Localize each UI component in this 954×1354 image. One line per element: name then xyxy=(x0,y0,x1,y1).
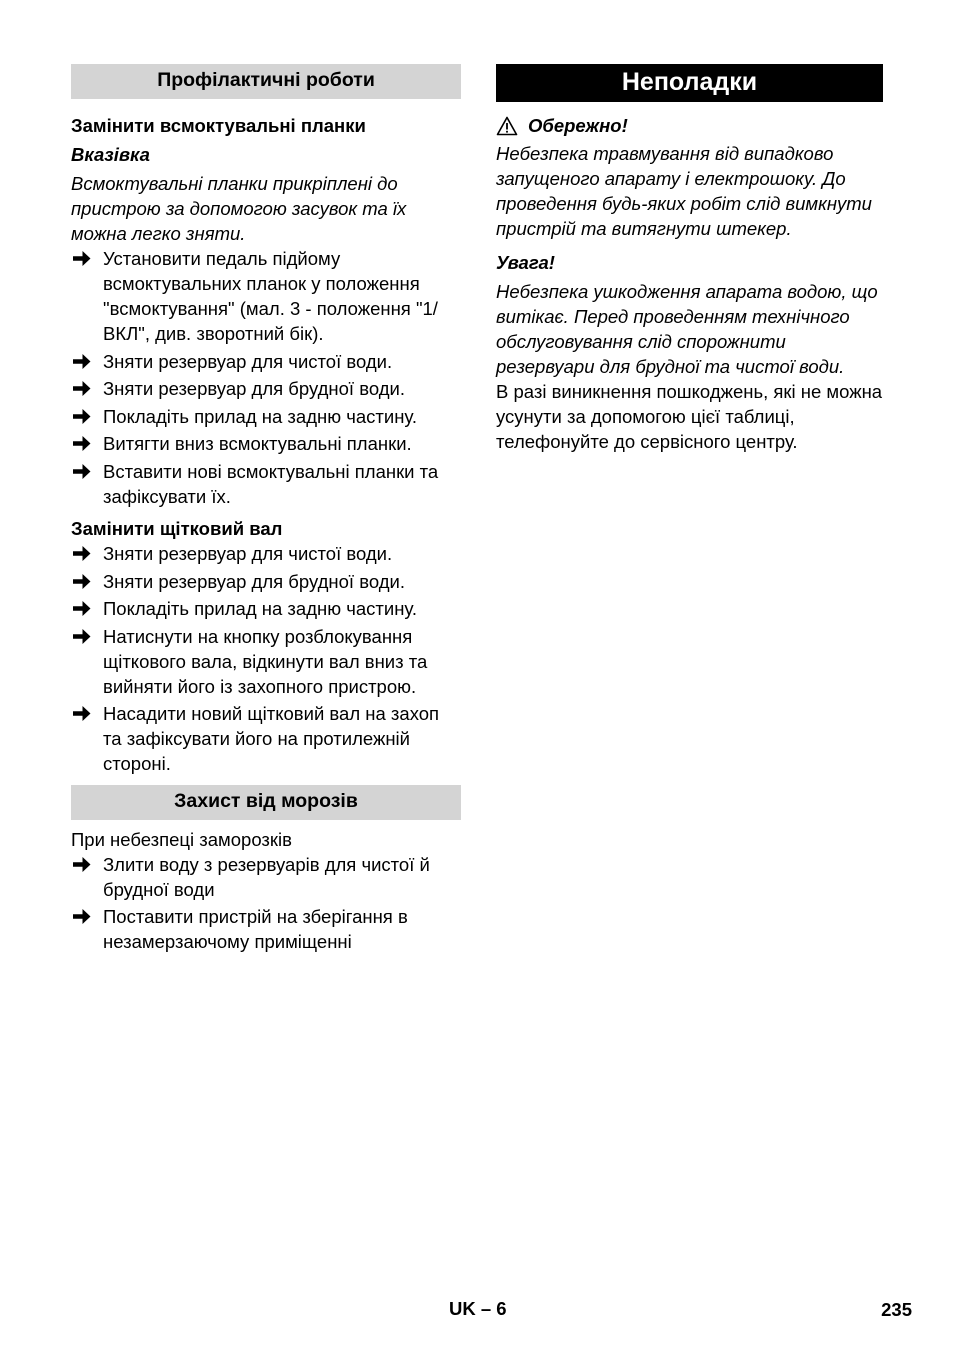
step-text: Зняти резервуар для чистої води. xyxy=(103,350,393,372)
frost-section-title: Захист від морозів xyxy=(71,785,461,820)
caution-text: Небезпека травмування від випадково запущеного апарату і електрошоку. До проведення будь-яких робіт слід вимкнути пристрій та витягнути штекер. xyxy=(496,143,872,239)
step-item xyxy=(71,852,461,902)
arrow-right-icon xyxy=(73,435,91,452)
attention-text: Небезпека ушкодження апарата водою, що витікає. Перед проведенням технічного обслуговування слід спорожнити резервуари для брудної та чистої води. xyxy=(496,281,878,377)
frost-steps-list xyxy=(71,852,461,955)
arrow-right-icon xyxy=(73,600,91,617)
right-column xyxy=(496,64,883,454)
arrow-right-icon xyxy=(73,705,91,722)
step-text: Зняти резервуар для чистої води. xyxy=(103,543,393,564)
step-text: Покладіть прилад на задню частину. xyxy=(103,598,417,619)
attention-label: Увага! xyxy=(496,252,555,273)
caution-label: Обережно! xyxy=(528,115,628,136)
step-item xyxy=(71,349,461,374)
step-item xyxy=(71,701,461,776)
step-item xyxy=(71,459,461,509)
page-number: 235 xyxy=(881,1299,912,1320)
step-item xyxy=(71,624,461,699)
step-text: Поставити пристрій на зберігання в незамерзаючому приміщенні xyxy=(103,906,408,952)
left-column xyxy=(71,64,461,957)
squeegee-steps-list xyxy=(71,246,461,509)
arrow-right-icon xyxy=(73,408,91,425)
step-item xyxy=(71,246,461,346)
arrow-right-icon xyxy=(73,856,91,873)
step-item xyxy=(71,596,461,621)
frost-intro: При небезпеці заморозків xyxy=(71,828,292,850)
step-text: Установити педаль підйому всмоктувальних планок у положення "всмоктування" (мал. 3 - положення "1/ВКЛ", див. зворотний бік). xyxy=(103,248,438,344)
arrow-right-icon xyxy=(73,545,91,562)
arrow-right-icon xyxy=(73,463,91,480)
step-item xyxy=(71,569,461,594)
replace-brush-heading: Замінити щітковий вал xyxy=(71,518,283,539)
troubleshooting-section-title: Неполадки xyxy=(496,64,883,102)
maintenance-section-title: Профілактичні роботи xyxy=(71,64,461,99)
step-item xyxy=(71,404,461,429)
replace-squeegee-heading: Замінити всмоктувальні планки xyxy=(71,115,366,136)
page-code: UK – 6 xyxy=(449,1298,507,1319)
warning-triangle-icon xyxy=(496,116,518,136)
caution-heading xyxy=(496,113,883,138)
step-text: Зняти резервуар для брудної води. xyxy=(103,378,405,399)
brush-steps-list xyxy=(71,541,461,776)
arrow-right-icon xyxy=(73,380,91,397)
arrow-right-icon xyxy=(73,908,91,925)
arrow-right-icon xyxy=(73,628,91,645)
step-text: Насадити новий щітковий вал на захоп та зафіксувати його на протилежній стороні. xyxy=(103,703,440,774)
step-item xyxy=(71,431,461,456)
troubleshooting-body-text: В разі виникнення пошкоджень, які не можна усунути за допомогою цієї таблиці, телефонуйте до сервісного центру. xyxy=(496,381,883,452)
step-text: Вставити нові всмоктувальні планки та зафіксувати їх. xyxy=(103,460,439,507)
step-item xyxy=(71,541,461,566)
arrow-right-icon xyxy=(73,573,91,590)
step-text: Покладіть прилад на задню частину. xyxy=(103,405,417,427)
arrow-right-icon xyxy=(73,250,91,267)
step-text: Витягти вниз всмоктувальні планки. xyxy=(103,433,412,454)
arrow-right-icon xyxy=(73,353,91,370)
step-text: Зняти резервуар для брудної води. xyxy=(103,570,405,592)
note-text: Всмоктувальні планки прикріплені до пристрою за допомогою засувок та їх можна легко зняти. xyxy=(71,173,407,244)
step-item xyxy=(71,376,461,401)
step-text: Злити воду з резервуарів для чистої й брудної води xyxy=(103,853,430,900)
step-text: Натиснути на кнопку розблокування щіткового вала, відкинути вал вниз та вийняти його із захопного пристрою. xyxy=(103,625,428,697)
note-label: Вказівка xyxy=(71,144,150,165)
step-item xyxy=(71,904,461,954)
